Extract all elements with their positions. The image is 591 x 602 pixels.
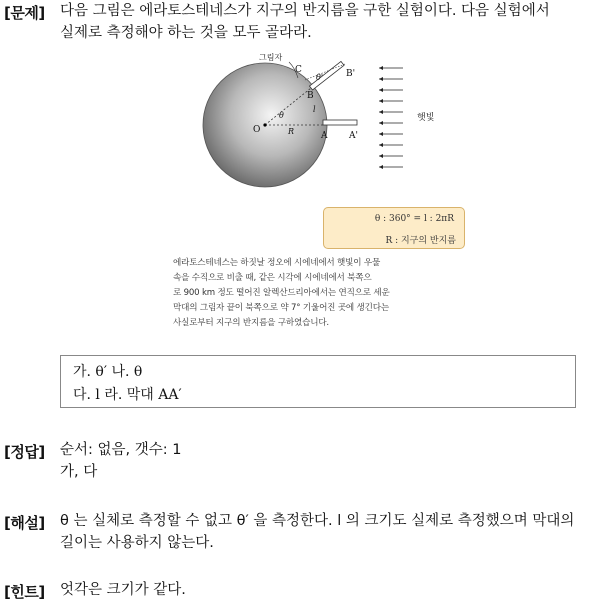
caption-line: 에라토스테네스는 하짓날 정오에 시에네에서 햇빛이 우물 [173, 258, 381, 268]
sunlight-arrowhead [379, 99, 383, 103]
sunlight-arrowhead [379, 154, 383, 158]
problem-tag: [문제] [4, 4, 45, 22]
theta-prime-label: θ' [316, 73, 324, 82]
point-o-label: O [253, 125, 261, 135]
sunlight-arrowhead [379, 165, 383, 169]
point-a-label: A [321, 131, 328, 141]
choices-row-2: 다. l 라. 막대 AA′ [73, 387, 182, 403]
caption-line: 속을 수직으로 비출 때, 같은 시각에 시에네에서 북쪽으 [173, 273, 372, 283]
explanation-tag: [해설] [4, 514, 45, 532]
explanation-line-2: 길이는 사용하지 않는다. [60, 535, 214, 551]
sunlight-arrowhead [379, 132, 383, 136]
point-b-prime-label: B' [346, 69, 356, 79]
choices-row-1: 가. θ′ 나. θ [73, 364, 143, 380]
rod-aa [323, 120, 357, 125]
point-a-prime-label: A' [349, 131, 358, 141]
sunlight-arrowhead [379, 77, 383, 81]
answer-line-1: 순서: 없음, 갯수: 1 [60, 442, 182, 458]
formula-1: θ : 360° = l : 2πR [374, 214, 454, 224]
caption-line: 사실로부터 지구의 반지름을 구하였습니다. [173, 318, 329, 328]
formula-box [323, 207, 465, 249]
sunlight-arrowhead [379, 121, 383, 125]
rod-bb [309, 61, 344, 90]
problem-line-2: 실제로 측정해야 하는 것을 모두 골라라. [60, 25, 312, 41]
shadow-label: 그림자 [259, 53, 283, 62]
formula-2: R : 지구의 반지름 [385, 236, 456, 246]
earth-diagram [195, 50, 465, 205]
answer-line-2: 가, 다 [60, 464, 98, 480]
sunlight-arrowhead [379, 66, 383, 70]
sunlight-arrows [379, 66, 403, 169]
problem-line-1: 다음 그림은 에라토스테네스가 지구의 반지름을 구한 실험이다. 다음 실험에서 [60, 3, 550, 19]
figure-caption [173, 256, 468, 331]
point-b-label: B [307, 91, 314, 101]
sunlight-arrowhead [379, 143, 383, 147]
sunlight-arrowhead [379, 88, 383, 92]
theta-label: θ [279, 111, 284, 120]
explanation-text [60, 510, 574, 554]
hint-text [60, 579, 186, 601]
sunlight-arrowhead [379, 110, 383, 114]
hint-line-1: 엇각은 크기가 같다. [60, 582, 186, 598]
center-point-o [263, 123, 266, 126]
caption-line: 로 900 km 정도 떨어진 알렉산드리아에서는 연직으로 세운 [173, 288, 390, 298]
caption-line: 막대의 그림자 끝이 북쪽으로 약 7° 기울어진 곳에 생긴다는 [173, 303, 389, 313]
answer-tag: [정답] [4, 443, 45, 461]
sunlight-label: 햇빛 [417, 113, 435, 123]
point-c-label: C [295, 65, 302, 75]
choices-box [60, 355, 576, 408]
problem-text [60, 0, 550, 44]
answer-text [60, 439, 181, 483]
radius-r-label: R [288, 127, 295, 136]
arc-l-label: l [313, 105, 316, 114]
explanation-line-1: θ 는 실체로 측정할 수 없고 θ′ 을 측정한다. l 의 크기도 실제로 측정했으며 막대의 [60, 513, 575, 529]
hint-tag: [힌트] [4, 583, 45, 601]
